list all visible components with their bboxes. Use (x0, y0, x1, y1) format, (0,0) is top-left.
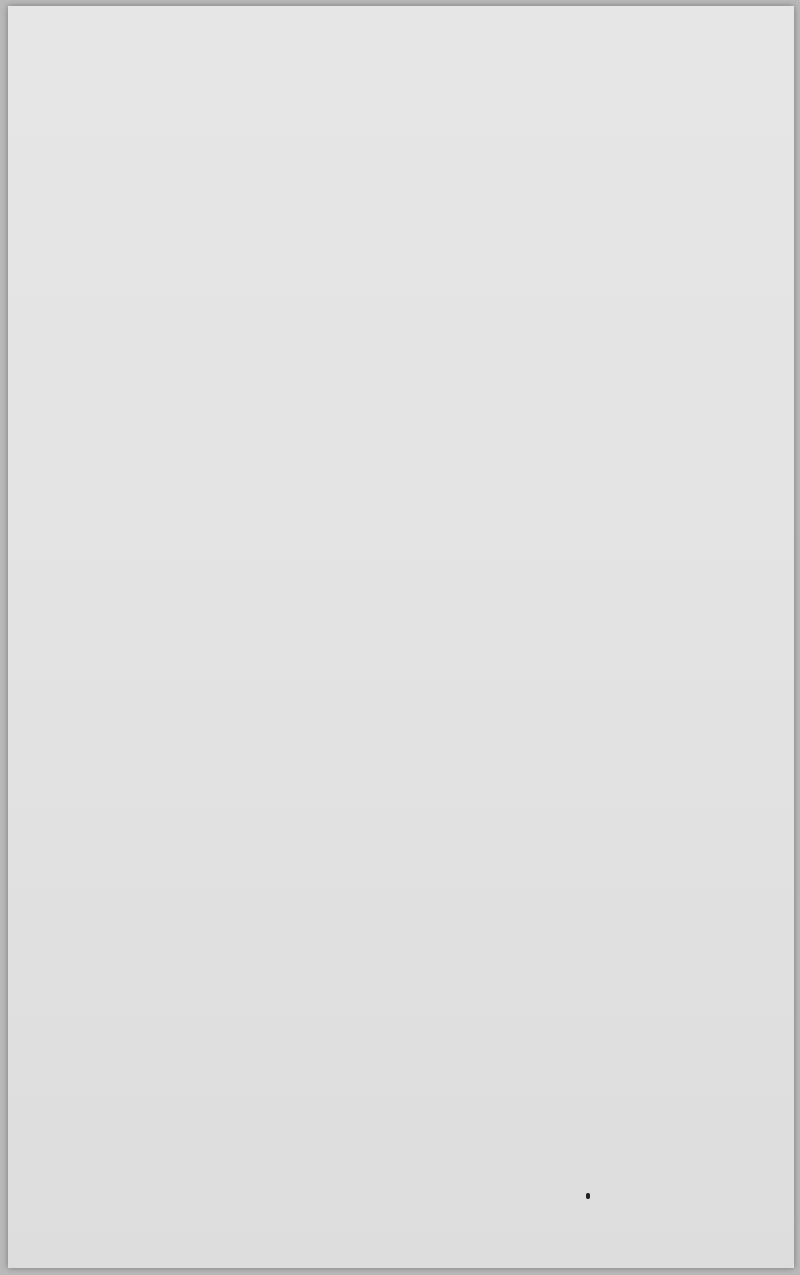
ink-dot (586, 1193, 590, 1199)
book-page (8, 6, 794, 1268)
